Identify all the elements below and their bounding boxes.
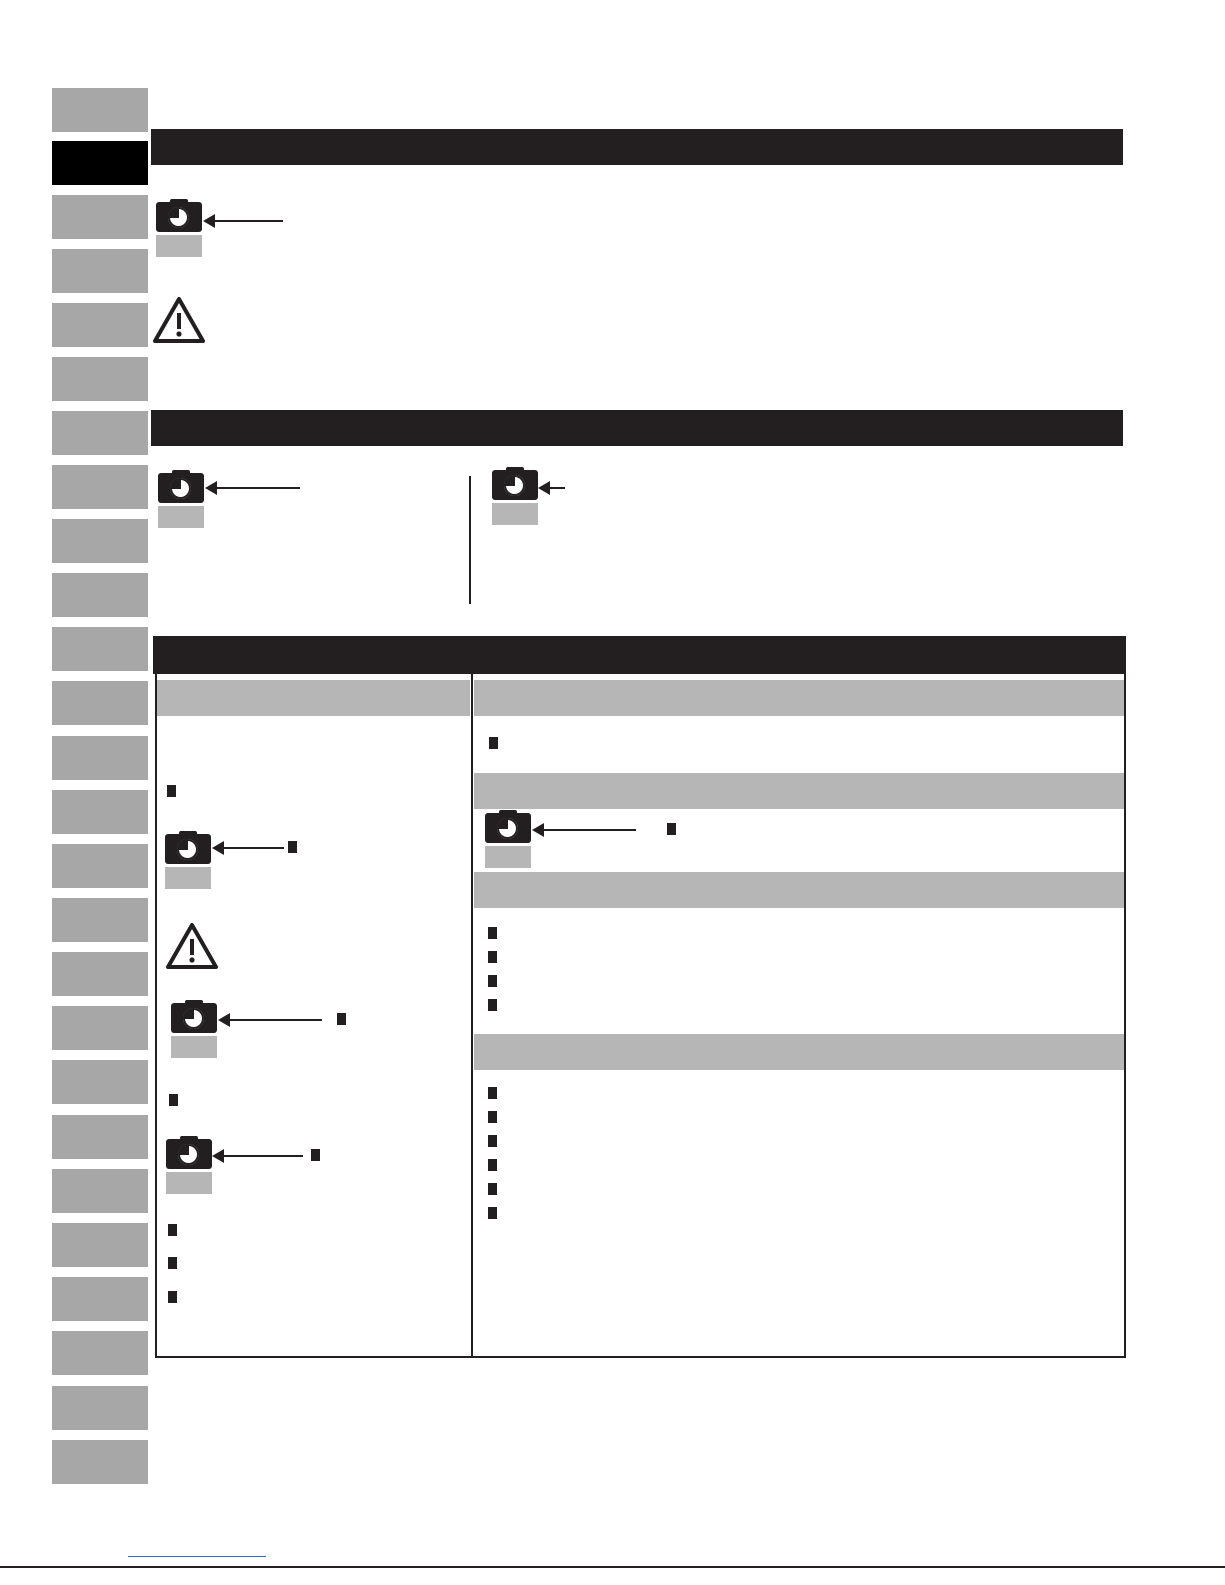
- section-header-bar: [151, 129, 1123, 165]
- table-subheader-row: [474, 1034, 1124, 1070]
- side-tab[interactable]: [52, 681, 148, 725]
- side-tab[interactable]: [52, 465, 148, 509]
- page-bottom-rule: [0, 1566, 1225, 1568]
- square-bullet-icon: [488, 1183, 497, 1195]
- footer-link-underline[interactable]: [128, 1556, 266, 1557]
- square-bullet-icon: [488, 1207, 497, 1219]
- square-bullet-icon: [488, 927, 497, 939]
- square-bullet-icon: [488, 951, 497, 963]
- arrow-left-icon: [214, 1155, 303, 1157]
- table-border-right: [1124, 674, 1126, 1358]
- side-tab[interactable]: [52, 1169, 148, 1213]
- side-tab-active[interactable]: [52, 141, 148, 185]
- table-subheader-row: [474, 872, 1124, 908]
- square-bullet-icon: [488, 1135, 497, 1147]
- side-tab[interactable]: [52, 88, 148, 132]
- warning-triangle-icon: [152, 296, 206, 344]
- arrow-left-icon: [205, 220, 283, 222]
- table-border-left: [155, 674, 157, 1358]
- square-bullet-icon: [488, 975, 497, 987]
- side-tab[interactable]: [52, 573, 148, 617]
- side-tab[interactable]: [52, 844, 148, 888]
- camera-icon: [171, 1000, 217, 1058]
- square-bullet-icon: [488, 1111, 497, 1123]
- square-bullet-icon: [488, 1159, 497, 1171]
- square-bullet-icon: [168, 1291, 177, 1303]
- camera-icon: [165, 831, 211, 889]
- side-tab[interactable]: [52, 1277, 148, 1321]
- square-bullet-icon: [311, 1149, 320, 1161]
- side-tab[interactable]: [52, 249, 148, 293]
- square-bullet-icon: [489, 737, 498, 749]
- side-tab[interactable]: [52, 898, 148, 942]
- side-tab[interactable]: [52, 303, 148, 347]
- camera-icon: [158, 470, 204, 528]
- section-header-bar: [153, 636, 1126, 674]
- arrow-left-icon: [214, 847, 284, 849]
- side-tab[interactable]: [52, 1006, 148, 1050]
- table-column-divider: [471, 674, 473, 1358]
- side-tab[interactable]: [52, 195, 148, 239]
- side-tab[interactable]: [52, 1223, 148, 1267]
- camera-icon: [166, 1136, 212, 1194]
- arrow-left-icon: [540, 487, 565, 489]
- square-bullet-icon: [169, 1094, 178, 1106]
- arrow-left-icon: [220, 1019, 322, 1021]
- square-bullet-icon: [168, 1257, 177, 1269]
- table-border-bottom: [155, 1356, 1126, 1358]
- side-tab[interactable]: [52, 357, 148, 401]
- side-tab[interactable]: [52, 952, 148, 996]
- side-tab[interactable]: [52, 736, 148, 780]
- square-bullet-icon: [168, 1224, 177, 1236]
- square-bullet-icon: [488, 999, 497, 1011]
- table-subheader-row: [474, 773, 1124, 809]
- side-tab[interactable]: [52, 627, 148, 671]
- side-tab[interactable]: [52, 790, 148, 834]
- section-header-bar: [151, 410, 1123, 446]
- camera-icon: [156, 199, 202, 257]
- table-header-cell: [474, 680, 1124, 716]
- square-bullet-icon: [167, 785, 176, 797]
- table-header-cell: [157, 680, 470, 716]
- side-tab[interactable]: [52, 411, 148, 455]
- square-bullet-icon: [337, 1013, 346, 1025]
- square-bullet-icon: [667, 823, 676, 835]
- column-divider: [469, 476, 471, 604]
- side-tab[interactable]: [52, 1115, 148, 1159]
- side-tab[interactable]: [52, 1060, 148, 1104]
- side-tab[interactable]: [52, 1386, 148, 1430]
- camera-icon: [485, 810, 531, 868]
- side-tab[interactable]: [52, 519, 148, 563]
- square-bullet-icon: [488, 1087, 497, 1099]
- side-tab[interactable]: [52, 1440, 148, 1484]
- camera-icon: [492, 467, 538, 525]
- arrow-left-icon: [207, 487, 300, 489]
- arrow-left-icon: [534, 829, 636, 831]
- warning-triangle-icon: [165, 922, 219, 970]
- square-bullet-icon: [288, 841, 297, 853]
- side-tab[interactable]: [52, 1331, 148, 1375]
